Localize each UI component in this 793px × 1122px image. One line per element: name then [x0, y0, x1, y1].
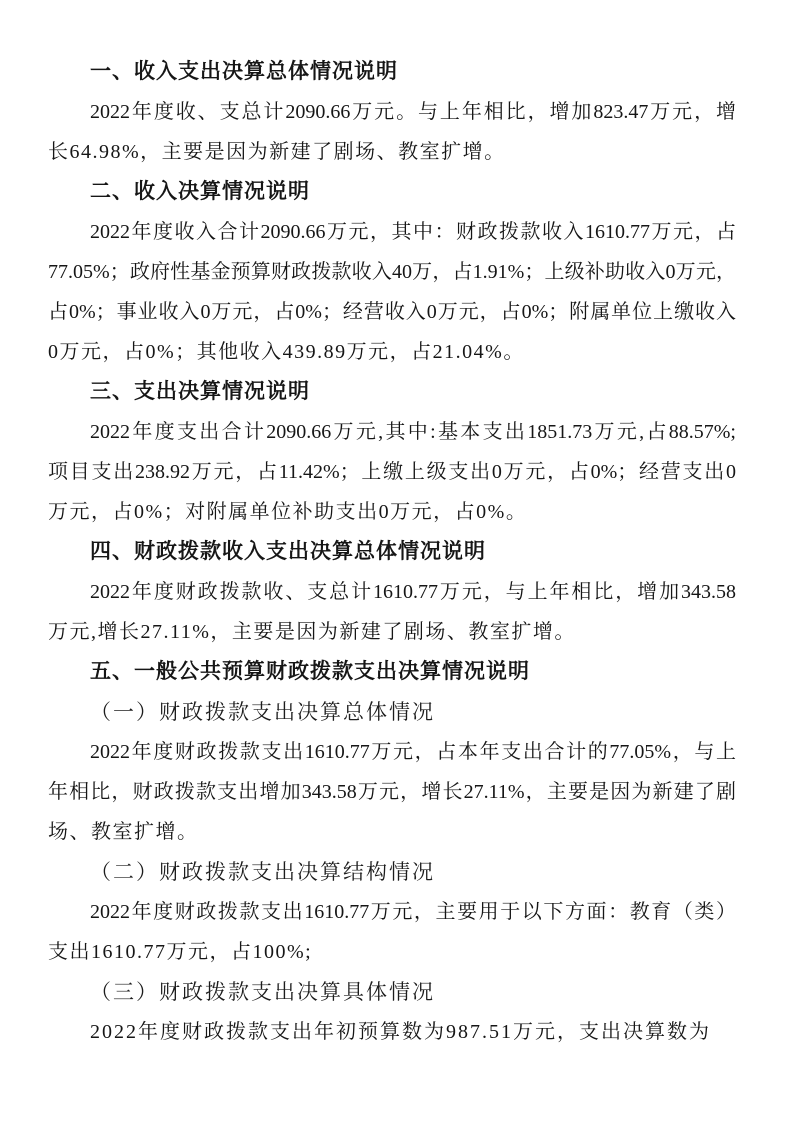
paragraph-line: 2022年度支出合计2090.66万元,其中:基本支出1851.73万元,占88.57%; — [90, 421, 736, 443]
paragraph-line: 2022年度财政拨款支出年初预算数为987.51万元，支出决算数为 — [90, 1021, 711, 1043]
section-heading: 四、财政拨款收入支出决算总体情况说明 — [90, 540, 486, 563]
paragraph-line: 0万元，占0%；其他收入439.89万元，占21.04%。 — [48, 341, 525, 363]
section-heading: 一、收入支出决算总体情况说明 — [90, 60, 398, 83]
paragraph-line: 2022年度财政拨款支出1610.77万元，主要用于以下方面：教育（类） — [90, 901, 736, 923]
paragraph-line: 万元,增长27.11%，主要是因为新建了剧场、教室扩增。 — [48, 621, 576, 643]
paragraph-line: 77.05%；政府性基金预算财政拨款收入40万，占1.91%；上级补助收入0万元， — [48, 261, 736, 283]
paragraph-line: 2022年度财政拨款收、支总计1610.77万元，与上年相比，增加343.58 — [90, 581, 736, 603]
paragraph-line: 场、教室扩增。 — [48, 821, 199, 843]
paragraph-line: 项目支出238.92万元，占11.42%；上缴上级支出0万元，占0%；经营支出0 — [48, 461, 736, 483]
subsection-heading: （一）财政拨款支出决算总体情况 — [90, 700, 435, 724]
subsection-heading: （二）财政拨款支出决算结构情况 — [90, 860, 435, 884]
section-heading: 二、收入决算情况说明 — [90, 180, 310, 203]
section-heading: 五、一般公共预算财政拨款支出决算情况说明 — [90, 660, 530, 683]
subsection-heading: （三）财政拨款支出决算具体情况 — [90, 980, 435, 1004]
paragraph-line: 支出1610.77万元，占100%; — [48, 941, 313, 963]
paragraph-line: 2022年度收、支总计2090.66万元。与上年相比，增加823.47万元，增 — [90, 101, 736, 123]
document-body — [48, 52, 736, 1052]
paragraph-line: 年相比，财政拨款支出增加343.58万元，增长27.11%，主要是因为新建了剧 — [48, 781, 736, 803]
paragraph-line: 万元，占0%；对附属单位补助支出0万元，占0%。 — [48, 501, 528, 523]
paragraph-line: 2022年度收入合计2090.66万元，其中：财政拨款收入1610.77万元，占 — [90, 221, 736, 243]
paragraph-line: 占0%；事业收入0万元，占0%；经营收入0万元，占0%；附属单位上缴收入 — [48, 301, 736, 323]
section-heading: 三、支出决算情况说明 — [90, 380, 310, 403]
paragraph-line: 2022年度财政拨款支出1610.77万元，占本年支出合计的77.05%，与上 — [90, 741, 736, 763]
paragraph-line: 长64.98%，主要是因为新建了剧场、教室扩增。 — [48, 141, 506, 163]
